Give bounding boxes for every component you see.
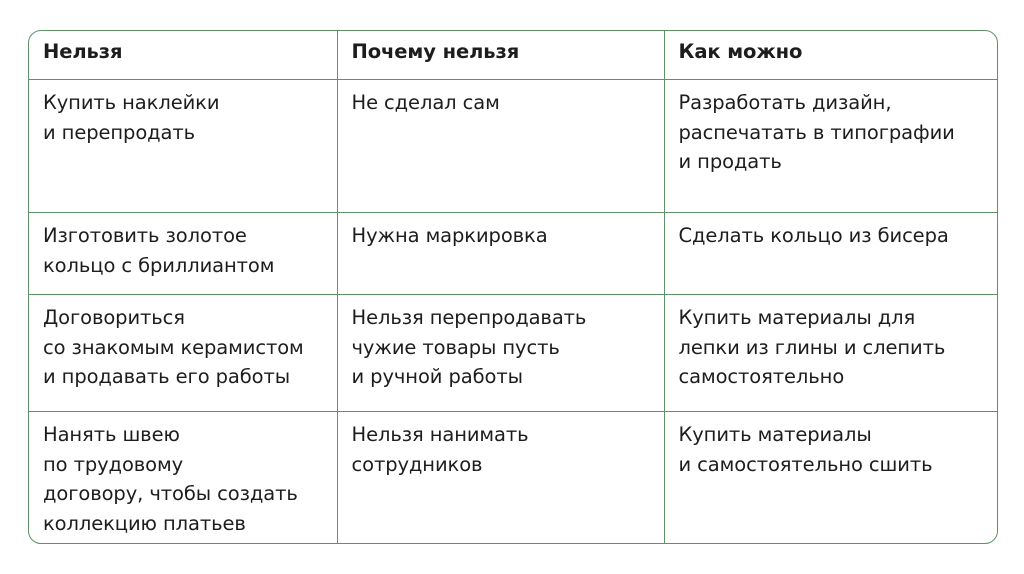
cell-forbidden: Договориться со знакомым керамистом и продавать его работы xyxy=(29,295,337,412)
cell-how-allowed: Купить материалы для лепки из глины и слепить самостоятельно xyxy=(664,295,997,412)
cell-why-forbidden: Нельзя перепродавать чужие товары пусть и ручной работы xyxy=(337,295,664,412)
cell-how-allowed: Сделать кольцо из бисера xyxy=(664,213,997,295)
cell-how-allowed: Разработать дизайн, распечатать в типографии и продать xyxy=(664,80,997,213)
cell-why-forbidden: Не сделал сам xyxy=(337,80,664,213)
header-forbidden: Нельзя xyxy=(29,31,337,80)
table-row xyxy=(29,80,997,213)
header-how-allowed: Как можно xyxy=(664,31,997,80)
table-row xyxy=(29,295,997,412)
table-header-row xyxy=(29,31,997,80)
rules-table xyxy=(28,30,998,544)
cell-forbidden: Изготовить золотое кольцо с бриллиантом xyxy=(29,213,337,295)
cell-why-forbidden: Нельзя нанимать сотрудников xyxy=(337,412,664,545)
cell-why-forbidden: Нужна маркировка xyxy=(337,213,664,295)
cell-forbidden: Нанять швею по трудовому договору, чтобы создать коллекцию платьев xyxy=(29,412,337,545)
cell-forbidden: Купить наклейки и перепродать xyxy=(29,80,337,213)
header-why-forbidden: Почему нельзя xyxy=(337,31,664,80)
table-row xyxy=(29,213,997,295)
table-row xyxy=(29,412,997,545)
cell-how-allowed: Купить материалы и самостоятельно сшить xyxy=(664,412,997,545)
rules-grid xyxy=(29,31,997,544)
